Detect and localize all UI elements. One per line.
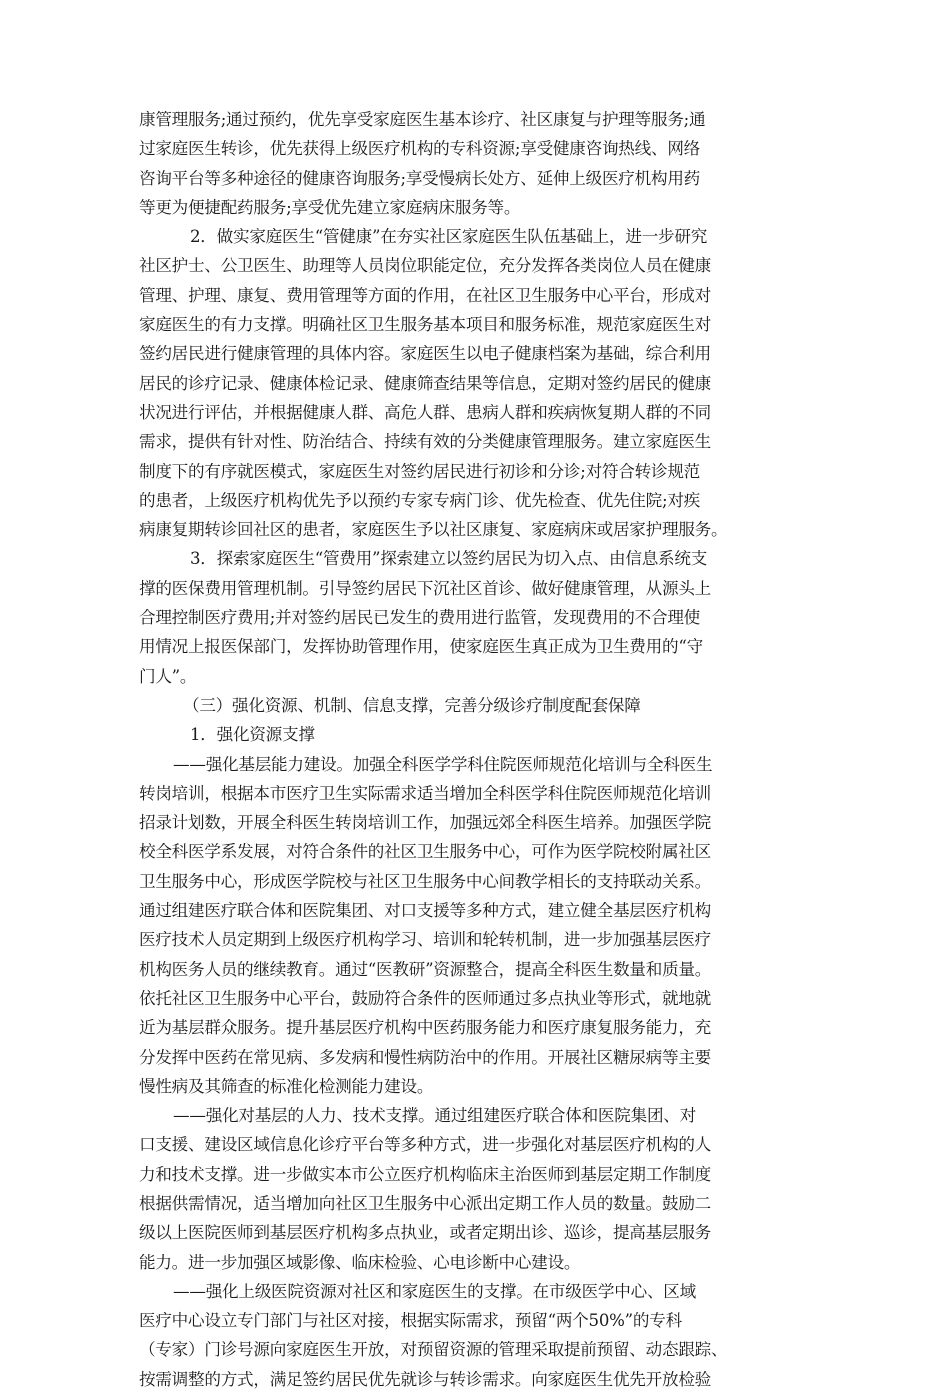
text-line: 根据供需情况，适当增加向社区卫生服务中心派出定期工作人员的数量。鼓励二	[139, 1193, 712, 1213]
text-line: 用情况上报医保部门，发挥协助管理作用，使家庭医生真正成为卫生费用的“守	[139, 637, 703, 657]
text-line: 卫生服务中心，形成医学院校与社区卫生服务中心间教学相长的支持联动关系。	[139, 871, 712, 891]
text-line: 医疗中心设立专门部门与社区对接，根据实际需求，预留“两个50%”的专科	[139, 1311, 682, 1331]
text-line: 撑的医保费用管理机制。引导签约居民下沉社区首诊、做好健康管理，从源头上	[139, 578, 712, 598]
document-body	[139, 105, 815, 1394]
text-line: 机构医务人员的继续教育。通过“医教研”资源整合，提高全科医生数量和质量。	[139, 959, 712, 979]
text-line: 依托社区卫生服务中心平台，鼓励符合条件的医师通过多点执业等形式，就地就	[139, 988, 712, 1008]
text-line: 慢性病及其筛查的标准化检测能力建设。	[139, 1076, 434, 1096]
text-line: 咨询平台等多种途径的健康咨询服务;享受慢病长处方、延伸上级医疗机构用药	[139, 168, 701, 188]
text-line: ——强化对基层的人力、技术支撑。通过组建医疗联合体和医院集团、对	[173, 1106, 696, 1126]
text-line: 病康复期转诊回社区的患者，家庭医生予以社区康复、家庭病床或居家护理服务。	[139, 520, 728, 540]
text-line: 的患者，上级医疗机构优先予以预约专家专病门诊、优先检查、优先住院;对疾	[139, 490, 701, 510]
text-line: （三）强化资源、机制、信息支撑，完善分级诊疗制度配套保障	[183, 695, 641, 715]
text-line: 家庭医生的有力支撑。明确社区卫生服务基本项目和服务标准，规范家庭医生对	[139, 315, 712, 335]
text-line: 招录计划数，开展全科医生转岗培训工作，加强远郊全科医生培养。加强医学院	[139, 813, 712, 833]
text-line: 需求，提供有针对性、防治结合、持续有效的分类健康管理服务。建立家庭医生	[139, 432, 712, 452]
text-line: 康管理服务;通过预约，优先享受家庭医生基本诊疗、社区康复与护理等服务;通	[139, 110, 706, 129]
text-line: 合理控制医疗费用;并对签约居民已发生的费用进行监管，发现费用的不合理使	[139, 608, 701, 628]
text-line: 口支援、建设区域信息化诊疗平台等多种方式，进一步强化对基层医疗机构的人	[139, 1135, 712, 1155]
text-line: 通过组建医疗联合体和医院集团、对口支援等多种方式，建立健全基层医疗机构	[139, 901, 712, 921]
text-line: 能力。进一步加强区域影像、临床检验、心电诊断中心建设。	[139, 1252, 581, 1272]
text-line: 门人”。	[139, 666, 197, 686]
text-line: 居民的诊疗记录、健康体检记录、健康筛查结果等信息，定期对签约居民的健康	[139, 373, 712, 393]
text-line: 级以上医院医师到基层医疗机构多点执业，或者定期出诊、巡诊，提高基层服务	[139, 1223, 712, 1243]
text-line: 社区护士、公卫医生、助理等人员岗位职能定位，充分发挥各类岗位人员在健康	[139, 256, 712, 276]
text-line: 校全科医学系发展，对符合条件的社区卫生服务中心，可作为医学院校附属社区	[139, 842, 712, 862]
text-line: 医疗技术人员定期到上级医疗机构学习、培训和轮转机制，进一步加强基层医疗	[139, 930, 712, 950]
text-line: 管理、护理、康复、费用管理等方面的作用，在社区卫生服务中心平台，形成对	[139, 285, 712, 305]
text-line: ——强化上级医院资源对社区和家庭医生的支撑。在市级医学中心、区域	[173, 1281, 696, 1301]
text-line: ——强化基层能力建设。加强全科医学学科住院医师规范化培训与全科医生	[173, 754, 713, 774]
text-line: 分发挥中医药在常见病、多发病和慢性病防治中的作用。开展社区糖尿病等主要	[139, 1047, 712, 1067]
text-line: 力和技术支撑。进一步做实本市公立医疗机构临床主治医师到基层定期工作制度	[139, 1164, 712, 1184]
text-line: 等更为便捷配药服务;享受优先建立家庭病床服务等。	[139, 197, 521, 217]
text-line: 过家庭医生转诊，优先获得上级医疗机构的专科资源;享受健康咨询热线、网络	[139, 139, 701, 159]
text-line: （专家）门诊号源向家庭医生开放，对预留资源的管理采取提前预留、动态跟踪、	[139, 1340, 728, 1360]
text-line: 按需调整的方式，满足签约居民优先就诊与转诊需求。向家庭医生优先开放检验	[139, 1369, 712, 1389]
text-line: 近为基层群众服务。提升基层医疗机构中医药服务能力和医疗康复服务能力，充	[139, 1018, 712, 1038]
text-line: 状况进行评估，并根据健康人群、高危人群、患病人群和疾病恢复期人群的不同	[139, 402, 712, 422]
text-line: 2．做实家庭医生“管健康”在夯实社区家庭医生队伍基础上，进一步研究	[190, 227, 708, 247]
text-line: 签约居民进行健康管理的具体内容。家庭医生以电子健康档案为基础，综合利用	[139, 344, 712, 364]
text-line: 1．强化资源支撑	[190, 725, 315, 745]
text-line: 转岗培训，根据本市医疗卫生实际需求适当增加全科医学科住院医师规范化培训	[139, 783, 712, 803]
text-line: 制度下的有序就医模式，家庭医生对签约居民进行初诊和分诊;对符合转诊规范	[139, 461, 701, 481]
text-line: 3．探索家庭医生“管费用”探索建立以签约居民为切入点、由信息系统支	[190, 549, 708, 569]
